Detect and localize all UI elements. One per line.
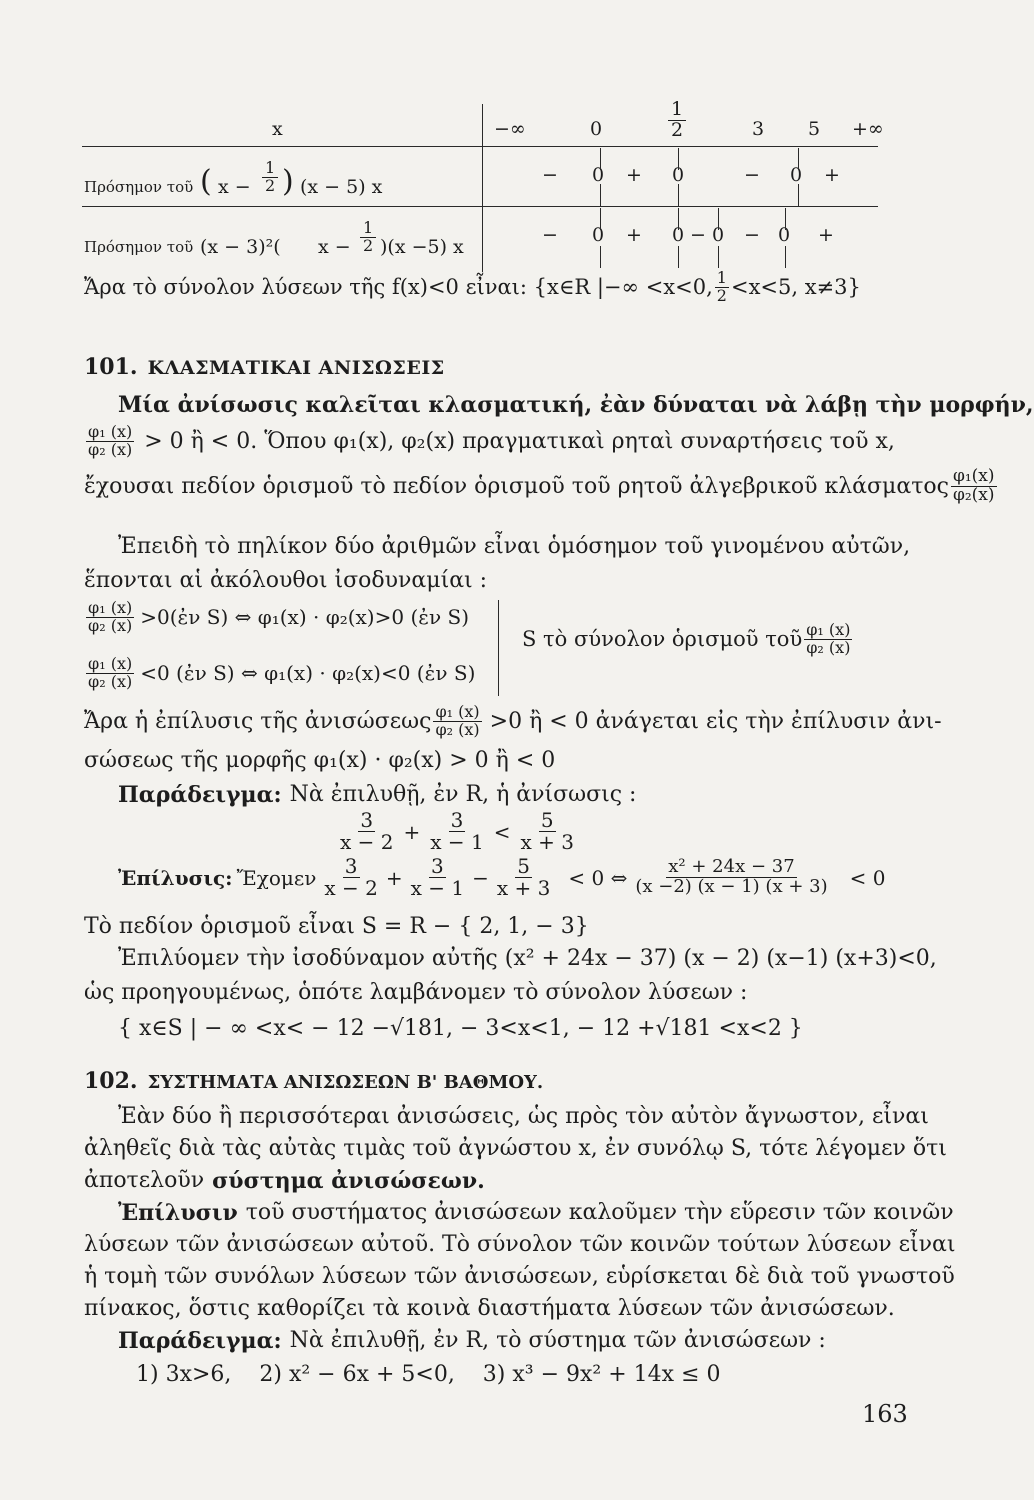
paragraph-line: σώσεως τῆς μορφῆς φ₁(x) · φ₂(x) > 0 ἢ < 0 — [84, 748, 556, 773]
table-header-variable: x — [272, 118, 283, 140]
example-line: Παράδειγμα: Νὰ ἐπιλυθῇ, ἐν R, ἡ ἀνίσωσις : — [118, 782, 637, 808]
table-tick — [718, 246, 719, 268]
sign-cell: 0 — [592, 164, 605, 186]
system-of-inequalities: 1) 3x>6, 2) x² − 6x + 5<0, 3) x³ − 9x² + 14x ≤ 0 — [136, 1362, 721, 1387]
sign-cell: 0 — [672, 224, 685, 246]
section-102-heading — [84, 1068, 543, 1094]
table-tick — [678, 148, 679, 170]
paragraph-line: Ἐὰν δύο ἢ περισσότεραι ἀνισώσεις, ὡς πρὸς τὸν αὐτὸν ἄγνωστον, εἶναι — [118, 1104, 929, 1129]
sign-cell: + — [626, 164, 642, 186]
table-rule — [82, 206, 878, 207]
paragraph-line: Ἐπιλύομεν τὴν ἰσοδύναμον αὐτῆς (x² + 24x − 37) (x − 2) (x−1) (x+3)<0, — [118, 946, 937, 971]
table-tick — [678, 184, 679, 206]
table-tick — [600, 184, 601, 206]
row2-fraction: 1 2 — [360, 220, 376, 255]
paragraph-line: λύσεων τῶν ἀνισώσεων αὐτοῦ. Τὸ σύνολον τῶν κοινῶν τούτων λύσεων εἶναι — [84, 1232, 956, 1257]
section-101-heading — [84, 354, 445, 380]
section-title: ΣΥΣΤΗΜΑΤΑ ΑΝΙΣΩΣΕΩΝ Β' ΒΑΘΜΟΥ. — [147, 1072, 544, 1093]
sign-cell: + — [626, 224, 642, 246]
table-tick — [600, 246, 601, 268]
paragraph-line: $\frac{\text{φ₁ (x)}}{\text{φ₂ (x)}}$ > 0 ἢ < 0. Ὅπου φ₁(x), φ₂(x) πραγματικαὶ ρηταὶ συναρτήσεις τοῦ x, — [88, 422, 895, 459]
paragraph-line: Ἄρα ἡ ἐπίλυσις τῆς ἀνισώσεως $\frac{\text{φ₁ (x)}}{\text{φ₂ (x)}}$ >0 ἢ < 0 ἀνάγεται εἰς τὴν ἐπίλυσιν ἀνι- — [84, 702, 942, 739]
table-tick — [798, 184, 799, 206]
table-tick — [678, 246, 679, 268]
paragraph-line: ἡ τομὴ τῶν συνόλων λύσεων τῶν ἀνισώσεων, εὑρίσκεται δὲ διὰ τοῦ γνωστοῦ — [84, 1264, 955, 1289]
section-title: ΚΛΑΣΜΑΤΙΚΑΙ ΑΝΙΣΩΣΕΙΣ — [147, 357, 445, 379]
sign-cell: 0 — [672, 164, 685, 186]
paragraph-line: ὡς προηγουμένως, ὁπότε λαμβάνομεν τὸ σύνολον λύσεων : — [84, 980, 748, 1005]
paragraph-line: ἕπονται αἱ ἀκόλουθοι ἰσοδυναμίαι : — [84, 568, 488, 593]
bracket-line — [498, 600, 499, 696]
table-header-value: −∞ — [494, 118, 526, 140]
paragraph-line: πίνακος, ὅστις καθορίζει τὰ κοινὰ διαστήματα λύσεων τῶν ἀνισώσεων. — [84, 1296, 895, 1321]
table-divider — [482, 104, 483, 272]
sign-cell: 0 — [790, 164, 803, 186]
sign-cell: + — [818, 224, 834, 246]
definition-line: Μία ἀνίσωσις καλεῖται κλασματική, ἐὰν δύναται νὰ λάβῃ τὴν μορφήν, — [118, 392, 1034, 418]
example-inequality: $\frac{3}{x - 2}$ + $\frac{3}{x - 1}$ < $\frac{5}{x + 3}$ — [340, 808, 574, 854]
row1-expr: x − — [218, 176, 251, 198]
sign-cell: 0 — [778, 224, 791, 246]
sign-cell: 0 — [712, 224, 725, 246]
sign-cell: − — [542, 164, 558, 186]
table-tick — [785, 208, 786, 230]
table-header-fraction: 1 2 — [668, 100, 686, 141]
row2-expr: )(x −5) x — [380, 236, 464, 258]
paragraph-line: ἀποτελοῦν σύστημα ἀνισώσεων. — [84, 1168, 485, 1194]
row1-label: Πρόσημον τοῦ — [84, 178, 194, 196]
example-line: Παράδειγμα: Νὰ ἐπιλυθῇ, ἐν R, τὸ σύστημα τῶν ἀνισώσεων : — [118, 1328, 826, 1354]
row1-paren: ( — [200, 164, 212, 199]
sign-cell: − — [690, 224, 706, 246]
row1-paren: ) — [282, 164, 294, 199]
paragraph-line: Ἐπίλυσιν τοῦ συστήματος ἀνισώσεων καλοῦμεν τὴν εὕρεσιν τῶν κοινῶν — [118, 1200, 954, 1226]
table-tick — [600, 208, 601, 230]
side-note: S τὸ σύνολον ὁρισμοῦ τοῦ $\frac{\text{φ₁ (x)}}{\text{φ₂ (x)}}$ — [522, 620, 851, 657]
table-header-value: 5 — [808, 118, 821, 140]
table-rule — [82, 146, 878, 147]
table-header-value: 3 — [752, 118, 765, 140]
paragraph-line: Ἐπειδὴ τὸ πηλίκον δύο ἀριθμῶν εἶναι ὁμόσημον τοῦ γινομένου αὐτῶν, — [118, 534, 911, 559]
page-number: 163 — [862, 1400, 908, 1428]
table-tick — [600, 148, 601, 170]
table-tick — [798, 148, 799, 170]
paragraph-line: Τὸ πεδίον ὁρισμοῦ εἶναι S = R − { 2, 1, − 3} — [84, 914, 589, 939]
row2-expr: (x − 3)²( — [200, 236, 281, 258]
table-header-value: +∞ — [852, 118, 884, 140]
solution-derivation: Ἐπίλυσις: Ἔχομεν $\frac{3}{x - 2}$ + $\frac{3}{x - 1}$ − $\frac{5}{x + 3}$ < 0 ⇔ $\frac{\text{x² + 24x − 37}}{(x -2) (x - 1) (x + 3)}$ < 0 — [118, 854, 886, 900]
table-tick — [678, 208, 679, 230]
solution-line: Ἄρα τὸ σύνολον λύσεων τῆς f(x)<0 εἶναι: {x∈R |−∞ <x<0, $\frac{1}{2}$ <x<5, x≠3} — [84, 268, 861, 305]
row2-label: Πρόσημον τοῦ — [84, 238, 194, 256]
sign-cell: + — [824, 164, 840, 186]
sign-cell: − — [744, 164, 760, 186]
sign-cell: 0 — [592, 224, 605, 246]
paragraph-line: ἔχουσαι πεδίον ὁρισμοῦ τὸ πεδίον ὁρισμοῦ τοῦ ρητοῦ ἀλγεβρικοῦ κλάσματος $\frac{\text{φ₁(x)}}{\text{φ₂(x)}}$ — [84, 466, 995, 505]
paragraph-line: ἀληθεῖς διὰ τὰς αὐτὰς τιμὰς τοῦ ἀγνώστου x, ἐν συνόλῳ S, τότε λέγομεν ὅτι — [84, 1136, 947, 1161]
section-number: 101. — [84, 354, 138, 380]
row2-expr: x − — [318, 236, 351, 258]
table-tick — [785, 246, 786, 268]
row1-expr: (x − 5) x — [300, 176, 383, 198]
table-header-value: 0 — [590, 118, 603, 140]
equivalence-2: $\frac{\text{φ₁ (x)}}{\text{φ₂ (x)}}$ <0 (ἐν S) ⇔ φ₁(x) · φ₂(x)<0 (ἐν S) — [88, 654, 476, 691]
sign-cell: − — [542, 224, 558, 246]
section-number: 102. — [84, 1068, 138, 1094]
equivalence-1: $\frac{\text{φ₁ (x)}}{\text{φ₂ (x)}}$ >0(ἐν S) ⇔ φ₁(x) · φ₂(x)>0 (ἐν S) — [88, 598, 470, 635]
solution-set: { x∈S | − ∞ <x< − 12 −√181, − 3<x<1, − 12 +√181 <x<2 } — [118, 1016, 803, 1041]
sign-cell: − — [744, 224, 760, 246]
table-tick — [718, 208, 719, 230]
row1-fraction: 1 2 — [262, 160, 278, 195]
